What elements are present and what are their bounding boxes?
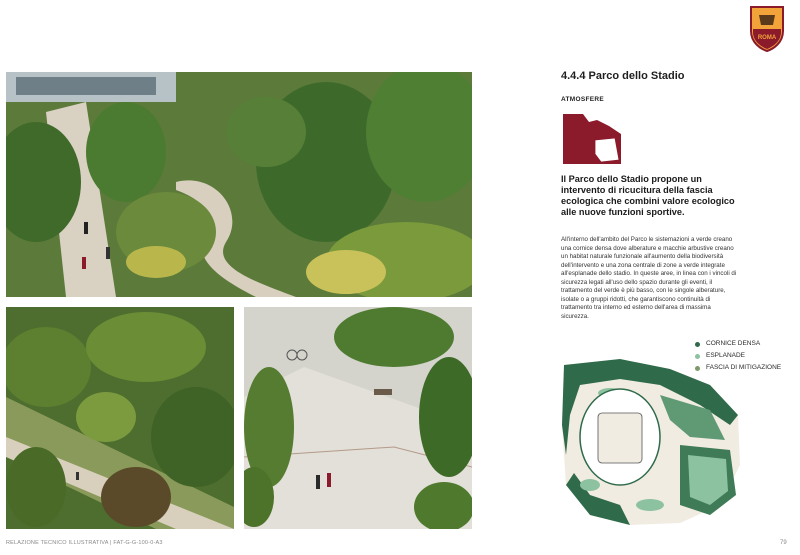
footer-document-ref: RELAZIONE TECNICO ILLUSTRATIVA | FAT-G-G-100-0-A3: [6, 540, 163, 546]
lead-paragraph: Il Parco dello Stadio propone un intervento di ricucitura della fascia ecologica che combini valore ecologico alle nuove funzioni sportive.: [561, 174, 735, 217]
legend-label: CORNICE DENSA: [706, 340, 761, 347]
roma-logo-text: ROMA: [757, 35, 777, 41]
legend-swatch: [695, 342, 700, 347]
roma-crest-icon: [747, 5, 787, 53]
page-number: 79: [780, 540, 787, 546]
atmosphere-diagram-icon: [561, 112, 627, 172]
legend-label: FASCIA DI MITIGAZIONE: [706, 364, 782, 371]
legend-label: ESPLANADE: [706, 352, 746, 359]
legend-item-cornice-densa: [695, 340, 785, 348]
park-plan-map: [560, 355, 742, 527]
section-subheading: ATMOSFERE: [561, 96, 605, 103]
park-photo-path: [6, 307, 234, 529]
body-paragraph: All'interno dell'ambito del Parco le sistemazioni a verde creano una cornice densa dove alberature e macchie arbustive creano un habitat naturale funzionale all'aumento della biodiversità dell'intervento e una zona centrale di zone a verde integrate all'esplanade dello stadio. In queste aree, in linea con i vincoli di sicurezza legati all'uso dello spazio durante gli eventi, il trattamento del verde è più basso, con le singole alberature, isolate o a gruppi ridotti, che garantiscono continuità di trattamento tra interno ed esterno dell'area di massima sicurezza.: [561, 236, 737, 320]
section-title: 4.4.4 Parco dello Stadio: [561, 70, 685, 82]
esplanade-photo: [244, 307, 472, 529]
park-photo-main: [6, 72, 472, 297]
